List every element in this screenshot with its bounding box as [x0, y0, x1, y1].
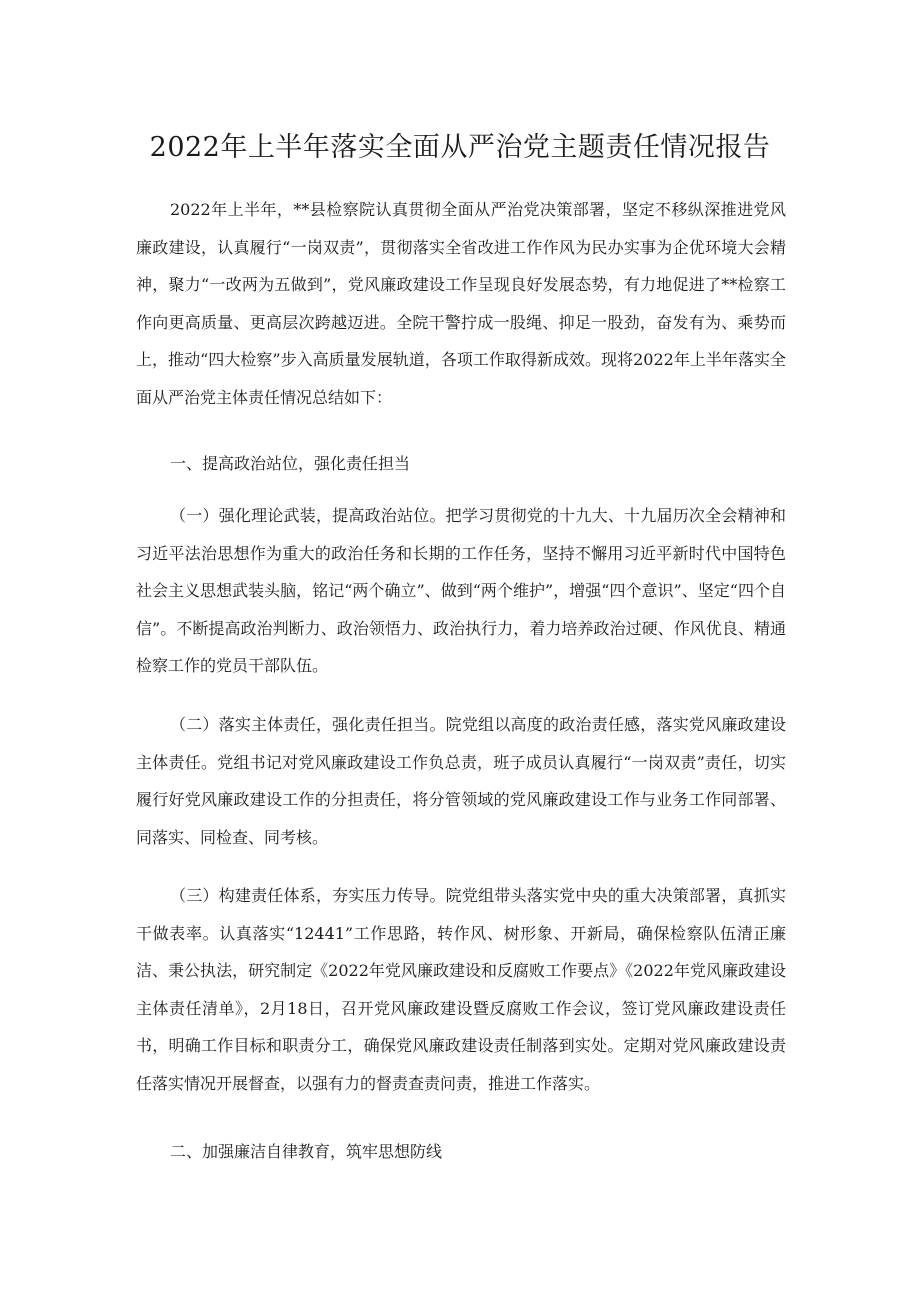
- section-one-paragraph-2: （二）落实主体责任，强化责任担当。院党组以高度的政治责任感，落实党风廉政建设主体责任。党组书记对党风廉政建设工作负总责，班子成员认真履行“一岗双责”责任，切实履行好党风廉政建设工作的分担责任，将分管领域的党风廉政建设工作与业务工作同部署、同落实、同检查、同考核。: [136, 715, 786, 847]
- section-heading-one: 一、提高政治站位，强化责任担当: [170, 454, 411, 473]
- document-title: 2022年上半年落实全面从严治党主题责任情况报告: [149, 132, 771, 163]
- section-heading-two: 二、加强廉洁自律教育，筑牢思想防线: [170, 1142, 443, 1161]
- intro-paragraph: 2022年上半年，**县检察院认真贯彻全面从严治党决策部署，坚定不移纵深推进党风廉政建设，认真履行“一岗双责”，贯彻落实全省改进工作作风为民办实事为企优环境大会精神，聚力“一改两为五做到”，党风廉政建设工作呈现良好发展态势，有力地促进了**检察工作向更高质量、更高层次跨越迈进。全院干警拧成一股绳、抑足一股劲，奋发有为、乘势而上，推动“四大检察”步入高质量发展轨道，各项工作取得新成效。现将2022年上半年落实全面从严治党主体责任情况总结如下：: [136, 200, 786, 407]
- section-one-paragraph-3: （三）构建责任体系，夯实压力传导。院党组带头落实党中央的重大决策部署，真抓实干做表率。认真落实“12441”工作思路，转作风、树形象、开新局，确保检察队伍清正廉洁、秉公执法，研究制定《2022年党风廉政建设和反腐败工作要点》《2022年党风廉政建设主体责任清单》，2月18日，召开党风廉政建设暨反腐败工作会议，签订党风廉政建设责任书，明确工作目标和职责分工，确保党风廉政建设责任制落到实处。定期对党风廉政建设责任落实情况开展督查，以强有力的督责查责问责，推进工作落实。: [136, 886, 786, 1093]
- section-one-paragraph-1: （一）强化理论武装，提高政治站位。把学习贯彻党的十九大、十九届历次全会精神和习近平法治思想作为重大的政治任务和长期的工作任务，坚持不懈用习近平新时代中国特色社会主义思想武装头脑，铭记“两个确立”、做到“两个维护”，增强“四个意识”、坚定“四个自信”。不断提高政治判断力、政治领悟力、政治执行力，着力培养政治过硬、作风优良、精通检察工作的党员干部队伍。: [136, 506, 786, 675]
